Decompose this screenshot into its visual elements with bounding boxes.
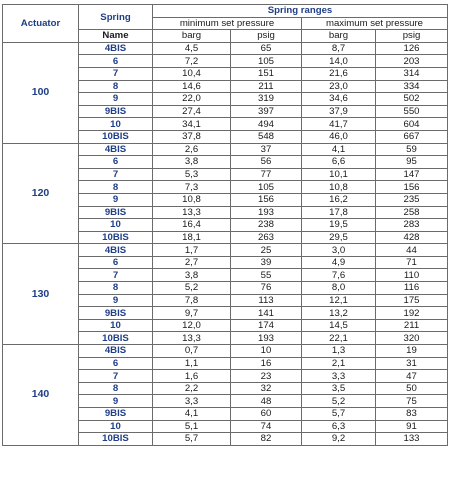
max-psig-cell: 133	[376, 433, 448, 446]
max-barg-cell: 4,1	[302, 143, 376, 156]
min-barg-cell: 22,0	[153, 93, 231, 106]
min-barg-cell: 2,2	[153, 382, 231, 395]
max-barg-cell: 3,0	[302, 244, 376, 257]
max-barg-cell: 14,0	[302, 55, 376, 68]
spring-name-cell: 9	[79, 395, 153, 408]
min-psig-cell: 193	[231, 206, 302, 219]
spring-name-cell: 9BIS	[79, 408, 153, 421]
min-psig-cell: 25	[231, 244, 302, 257]
max-psig-cell: 604	[376, 118, 448, 131]
min-psig-cell: 211	[231, 80, 302, 93]
max-psig-cell: 126	[376, 42, 448, 55]
min-set-pressure-header: minimum set pressure	[153, 17, 302, 30]
min-barg-cell: 5,3	[153, 168, 231, 181]
max-psig-header: psig	[376, 30, 448, 43]
max-barg-cell: 17,8	[302, 206, 376, 219]
actuator-cell: 100	[3, 42, 79, 143]
max-psig-cell: 667	[376, 130, 448, 143]
spring-name-cell: 10	[79, 118, 153, 131]
spring-name-cell: 10	[79, 420, 153, 433]
max-psig-cell: 258	[376, 206, 448, 219]
spring-name-cell: 4BIS	[79, 42, 153, 55]
max-psig-cell: 83	[376, 408, 448, 421]
min-psig-cell: 113	[231, 294, 302, 307]
min-psig-cell: 48	[231, 395, 302, 408]
min-barg-cell: 2,7	[153, 256, 231, 269]
max-barg-cell: 10,1	[302, 168, 376, 181]
spring-name-cell: 9BIS	[79, 105, 153, 118]
spring-name-cell: 7	[79, 168, 153, 181]
max-psig-cell: 320	[376, 332, 448, 345]
spring-name-cell: 6	[79, 156, 153, 169]
min-psig-cell: 82	[231, 433, 302, 446]
min-psig-cell: 494	[231, 118, 302, 131]
spring-ranges-table	[2, 4, 448, 446]
min-barg-cell: 7,8	[153, 294, 231, 307]
min-barg-cell: 3,3	[153, 395, 231, 408]
min-psig-cell: 105	[231, 181, 302, 194]
max-psig-cell: 47	[376, 370, 448, 383]
spring-name-cell: 9	[79, 193, 153, 206]
max-barg-cell: 16,2	[302, 193, 376, 206]
min-barg-cell: 10,8	[153, 193, 231, 206]
max-psig-cell: 550	[376, 105, 448, 118]
max-psig-cell: 19	[376, 345, 448, 358]
max-barg-cell: 19,5	[302, 219, 376, 232]
table-body	[3, 42, 448, 445]
min-psig-cell: 39	[231, 256, 302, 269]
min-barg-cell: 1,7	[153, 244, 231, 257]
min-barg-cell: 12,0	[153, 319, 231, 332]
min-psig-cell: 397	[231, 105, 302, 118]
max-barg-cell: 34,6	[302, 93, 376, 106]
table-row	[3, 42, 448, 55]
min-barg-cell: 0,7	[153, 345, 231, 358]
table-row	[3, 143, 448, 156]
max-psig-cell: 50	[376, 382, 448, 395]
min-barg-cell: 13,3	[153, 332, 231, 345]
max-psig-cell: 110	[376, 269, 448, 282]
max-psig-cell: 91	[376, 420, 448, 433]
max-barg-cell: 21,6	[302, 67, 376, 80]
max-barg-cell: 5,7	[302, 408, 376, 421]
min-psig-cell: 319	[231, 93, 302, 106]
min-barg-cell: 5,2	[153, 282, 231, 295]
min-psig-cell: 55	[231, 269, 302, 282]
spring-name-cell: 8	[79, 181, 153, 194]
header-row-1	[3, 5, 448, 18]
max-barg-cell: 4,9	[302, 256, 376, 269]
spring-name-cell: 9	[79, 93, 153, 106]
min-psig-cell: 151	[231, 67, 302, 80]
max-barg-cell: 8,7	[302, 42, 376, 55]
max-psig-cell: 71	[376, 256, 448, 269]
spring-header: Spring	[79, 5, 153, 30]
min-psig-cell: 141	[231, 307, 302, 320]
max-barg-cell: 29,5	[302, 231, 376, 244]
table-row	[3, 345, 448, 358]
min-psig-cell: 77	[231, 168, 302, 181]
max-psig-cell: 75	[376, 395, 448, 408]
max-set-pressure-header: maximum set pressure	[302, 17, 448, 30]
spring-name-cell: 4BIS	[79, 345, 153, 358]
max-psig-cell: 116	[376, 282, 448, 295]
max-psig-cell: 95	[376, 156, 448, 169]
max-psig-cell: 156	[376, 181, 448, 194]
max-psig-cell: 31	[376, 357, 448, 370]
min-barg-cell: 1,1	[153, 357, 231, 370]
spring-ranges-header: Spring ranges	[153, 5, 448, 18]
spring-name-cell: 7	[79, 67, 153, 80]
max-barg-cell: 1,3	[302, 345, 376, 358]
max-barg-cell: 2,1	[302, 357, 376, 370]
spring-name-cell: 8	[79, 80, 153, 93]
min-psig-cell: 32	[231, 382, 302, 395]
max-psig-cell: 235	[376, 193, 448, 206]
max-barg-cell: 9,2	[302, 433, 376, 446]
min-psig-cell: 263	[231, 231, 302, 244]
min-barg-cell: 4,5	[153, 42, 231, 55]
max-barg-cell: 14,5	[302, 319, 376, 332]
max-barg-cell: 12,1	[302, 294, 376, 307]
actuator-cell: 140	[3, 345, 79, 446]
actuator-cell: 120	[3, 143, 79, 244]
spring-name-cell: 9BIS	[79, 307, 153, 320]
max-barg-header: barg	[302, 30, 376, 43]
min-psig-cell: 10	[231, 345, 302, 358]
min-psig-cell: 76	[231, 282, 302, 295]
max-psig-cell: 175	[376, 294, 448, 307]
actuator-header: Actuator	[3, 5, 79, 43]
spring-name-cell: 7	[79, 269, 153, 282]
max-barg-cell: 6,3	[302, 420, 376, 433]
spring-name-cell: 6	[79, 357, 153, 370]
max-barg-cell: 10,8	[302, 181, 376, 194]
max-psig-cell: 334	[376, 80, 448, 93]
min-psig-cell: 60	[231, 408, 302, 421]
min-psig-cell: 193	[231, 332, 302, 345]
max-barg-cell: 41,7	[302, 118, 376, 131]
max-psig-cell: 283	[376, 219, 448, 232]
spring-name-cell: 4BIS	[79, 143, 153, 156]
min-psig-cell: 23	[231, 370, 302, 383]
min-psig-cell: 105	[231, 55, 302, 68]
table-row	[3, 244, 448, 257]
min-barg-cell: 1,6	[153, 370, 231, 383]
min-psig-cell: 56	[231, 156, 302, 169]
max-psig-cell: 428	[376, 231, 448, 244]
min-barg-cell: 34,1	[153, 118, 231, 131]
spring-name-cell: 9BIS	[79, 206, 153, 219]
max-barg-cell: 7,6	[302, 269, 376, 282]
max-barg-cell: 37,9	[302, 105, 376, 118]
max-barg-cell: 3,5	[302, 382, 376, 395]
max-psig-cell: 192	[376, 307, 448, 320]
max-psig-cell: 147	[376, 168, 448, 181]
spring-name-cell: 8	[79, 282, 153, 295]
max-barg-cell: 6,6	[302, 156, 376, 169]
spring-name-cell: 10BIS	[79, 332, 153, 345]
min-barg-cell: 16,4	[153, 219, 231, 232]
max-barg-cell: 23,0	[302, 80, 376, 93]
max-barg-cell: 8,0	[302, 282, 376, 295]
min-barg-cell: 4,1	[153, 408, 231, 421]
spring-name-cell: 8	[79, 382, 153, 395]
spring-name-cell: 6	[79, 55, 153, 68]
min-psig-cell: 238	[231, 219, 302, 232]
spring-name-cell: 9	[79, 294, 153, 307]
min-barg-cell: 3,8	[153, 156, 231, 169]
spring-name-cell: 10	[79, 319, 153, 332]
max-barg-cell: 46,0	[302, 130, 376, 143]
min-psig-cell: 37	[231, 143, 302, 156]
min-barg-cell: 2,6	[153, 143, 231, 156]
min-barg-cell: 18,1	[153, 231, 231, 244]
spring-name-cell: 6	[79, 256, 153, 269]
spring-name-cell: 10BIS	[79, 433, 153, 446]
spring-name-cell: 4BIS	[79, 244, 153, 257]
spring-name-cell: 10BIS	[79, 231, 153, 244]
min-barg-cell: 7,3	[153, 181, 231, 194]
actuator-cell: 130	[3, 244, 79, 345]
min-psig-header: psig	[231, 30, 302, 43]
min-barg-cell: 14,6	[153, 80, 231, 93]
min-barg-cell: 7,2	[153, 55, 231, 68]
max-psig-cell: 44	[376, 244, 448, 257]
min-barg-cell: 9,7	[153, 307, 231, 320]
min-barg-cell: 3,8	[153, 269, 231, 282]
max-barg-cell: 3,3	[302, 370, 376, 383]
max-psig-cell: 211	[376, 319, 448, 332]
min-barg-header: barg	[153, 30, 231, 43]
min-barg-cell: 13,3	[153, 206, 231, 219]
min-barg-cell: 27,4	[153, 105, 231, 118]
spring-name-cell: 10	[79, 219, 153, 232]
max-psig-cell: 502	[376, 93, 448, 106]
min-barg-cell: 5,1	[153, 420, 231, 433]
max-barg-cell: 22,1	[302, 332, 376, 345]
max-barg-cell: 13,2	[302, 307, 376, 320]
min-psig-cell: 16	[231, 357, 302, 370]
name-header: Name	[79, 30, 153, 43]
min-barg-cell: 5,7	[153, 433, 231, 446]
min-psig-cell: 74	[231, 420, 302, 433]
min-psig-cell: 548	[231, 130, 302, 143]
max-psig-cell: 59	[376, 143, 448, 156]
min-psig-cell: 174	[231, 319, 302, 332]
min-psig-cell: 156	[231, 193, 302, 206]
max-psig-cell: 314	[376, 67, 448, 80]
spring-name-cell: 10BIS	[79, 130, 153, 143]
spring-name-cell: 7	[79, 370, 153, 383]
min-psig-cell: 65	[231, 42, 302, 55]
max-psig-cell: 203	[376, 55, 448, 68]
max-barg-cell: 5,2	[302, 395, 376, 408]
min-barg-cell: 37,8	[153, 130, 231, 143]
min-barg-cell: 10,4	[153, 67, 231, 80]
